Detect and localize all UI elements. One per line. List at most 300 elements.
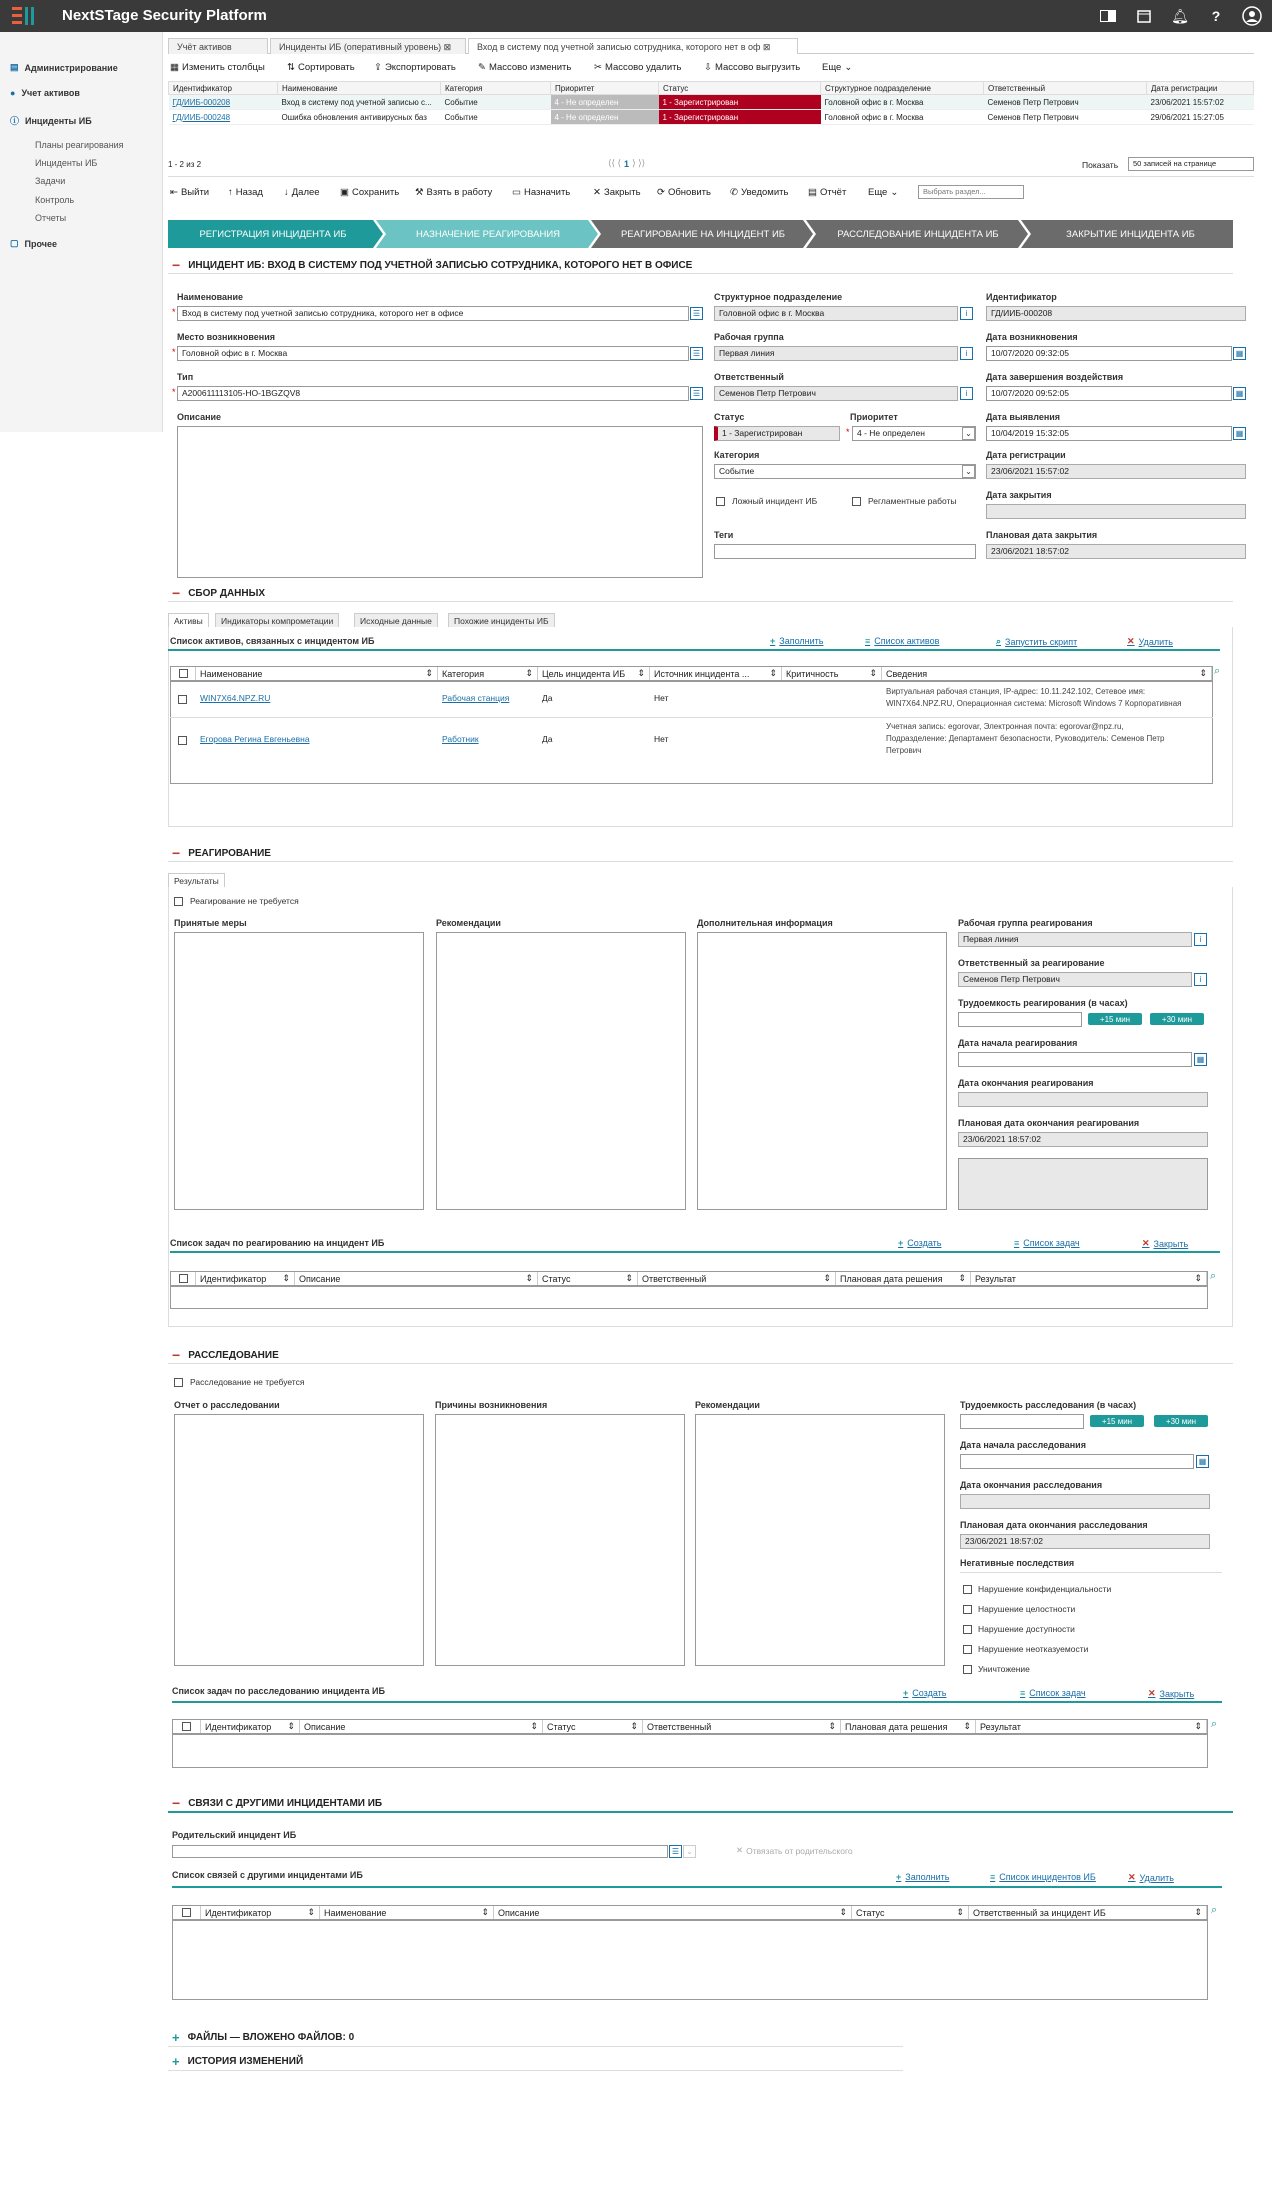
asset-category-link[interactable]: Рабочая станция [442,693,510,703]
report-button[interactable]: ▤ Отчёт [808,187,847,198]
grid-header[interactable]: Дата регистрации [1147,82,1254,95]
investigation-task-list-button[interactable]: ≡ Список задач [1020,1688,1086,1698]
calendar-icon[interactable]: ▦ [1233,387,1246,400]
response-effort-label: Трудоемкость реагирования (в часах) [958,998,1128,1008]
dept-label: Структурное подразделение [714,292,843,302]
parent-incident-field[interactable] [172,1845,668,1858]
more-button[interactable]: Еще ⌄ [822,62,853,73]
stage-investigation[interactable]: РАССЛЕДОВАНИЕ ИНЦИДЕНТА ИБ [837,228,999,240]
calendar-icon[interactable]: ▦ [1233,427,1246,440]
col-status[interactable]: Статус ⇕ [538,1272,638,1285]
collapse-icon: − [172,1795,181,1811]
group-label: Рабочая группа [714,332,784,342]
search-icon: ⌕ [996,636,1002,646]
col-description[interactable]: Описание ⇕ [295,1272,538,1285]
investigation-plan-date[interactable]: 23/06/2021 18:57:02 [960,1534,1210,1549]
registration-date[interactable]: 23/06/2021 15:57:02 [986,464,1246,479]
col-id[interactable]: Идентификатор ⇕ [201,1906,320,1919]
plus-icon: + [770,636,776,646]
detection-date[interactable]: 10/04/2019 15:32:05 [986,426,1232,441]
list-icon[interactable]: ☰ [669,1845,682,1858]
status-field[interactable]: 1 - Зарегистрирован [714,426,840,441]
cell-date: 23/06/2021 15:57:02 [1147,95,1254,110]
sidebar-sub-incidents[interactable]: Инциденты ИБ [35,158,98,168]
response-end-date[interactable] [958,1092,1208,1107]
assign-button[interactable]: ▭ Назначить [512,187,571,198]
cell-resp: Семенов Петр Петрович [984,95,1147,110]
investigation-create-task-button[interactable]: + Создать [903,1688,947,1698]
detection-label: Дата выявления [986,412,1061,422]
next-button[interactable]: ↓ Далее [284,187,320,198]
tab-response-results[interactable]: Результаты [168,873,225,887]
incident-heading[interactable]: − ИНЦИДЕНТ ИБ: ВХОД В СИСТЕМУ ПОД УЧЕТНОЙ ЗАПИСЬЮ СОТРУДНИКА, КОТОРОГО НЕТ В ОФИСЕ [172,257,693,273]
assets-list-button[interactable]: ≡ Список активов [865,636,940,646]
grid-header[interactable]: Структурное подразделение [821,82,984,95]
report-textarea[interactable] [174,1414,424,1666]
chevron-down-icon[interactable]: ⌄ [962,427,975,440]
dropdown-icon[interactable]: ⌄ [683,1845,696,1858]
tab-incident-detail[interactable]: Вход в систему под учетной записью сотрудника, которого нет в оф ⊠ [468,38,798,54]
list-icon[interactable]: ☰ [690,387,703,400]
search-icon[interactable]: ⌕ [1211,1718,1218,1730]
false-incident-checkbox[interactable] [716,497,725,506]
asset-name-link[interactable]: Егорова Регина Евгеньевна [200,734,310,744]
response-tasks-title: Список задач по реагированию на инцидент ИБ [170,1238,385,1248]
investigation-recommend-label: Рекомендации [695,1400,760,1410]
response-recommend-textarea[interactable] [436,932,686,1210]
close-icon: ✕ [1142,1238,1150,1248]
col-name[interactable]: Наименование ⇕ [196,667,438,680]
grid-header[interactable]: Идентификатор [169,82,278,95]
grid-header[interactable]: Ответственный [984,82,1147,95]
response-not-required-checkbox[interactable] [174,897,183,906]
plus-icon: + [898,1238,904,1248]
addinfo-textarea[interactable] [697,932,947,1210]
col-plan-date[interactable]: Плановая дата решения ⇕ [836,1272,971,1285]
stage-response[interactable]: РЕАГИРОВАНИЕ НА ИНЦИДЕНТ ИБ [620,228,786,240]
response-plan-label: Плановая дата окончания реагирования [958,1118,1140,1128]
neg-nonrepudiation-checkbox[interactable] [963,1645,972,1654]
tags-field[interactable] [714,544,976,559]
sort-button[interactable]: ⇅ Сортировать [287,62,355,73]
priority-select[interactable]: 4 - Не определен [852,426,976,441]
calendar-icon[interactable]: ▦ [1196,1455,1209,1468]
asset-source: Нет [654,734,669,744]
tab-collect-source[interactable]: Исходные данные [354,613,438,627]
response-start-label: Дата начала реагирования [958,1038,1078,1048]
col-plan-date[interactable]: Плановая дата решения ⇕ [841,1720,976,1733]
tab-collect-similar[interactable]: Похожие инциденты ИБ [448,613,555,627]
category-label: Категория [714,450,760,460]
occurrence-date[interactable]: 10/07/2020 09:32:05 [986,346,1232,361]
collapse-icon: − [172,585,181,601]
show-label: Показать [1082,160,1119,170]
neg-availability-label: Нарушение доступности [978,1624,1075,1634]
category-select[interactable]: Событие [714,464,976,479]
info-icon[interactable]: i [960,307,973,320]
measures-textarea[interactable] [174,932,424,1210]
type-label: Тип [177,372,194,382]
planned-close-date[interactable]: 23/06/2021 18:57:02 [986,544,1246,559]
notify-button[interactable]: ✆ Уведомить [730,187,789,198]
row-checkbox[interactable] [178,695,187,704]
sidebar-item-incidents[interactable]: ⓘ Инциденты ИБ [10,115,92,126]
description-textarea[interactable] [177,426,703,578]
response-add30-button[interactable]: +30 мин [1150,1013,1204,1025]
response-tasks-body [170,1286,1208,1309]
investigation-add30-button[interactable]: +30 мин [1154,1415,1208,1427]
col-id[interactable]: Идентификатор ⇕ [201,1720,300,1733]
delete-assets-button[interactable]: ✕ Удалить [1127,636,1173,647]
response-task-list-button[interactable]: ≡ Список задач [1014,1238,1080,1248]
cell-category: Событие [441,110,551,125]
response-heading[interactable]: − РЕАГИРОВАНИЕ [172,845,271,861]
save-button[interactable]: ▣ Сохранить [340,187,400,198]
list-icon[interactable]: ☰ [690,347,703,360]
id-field[interactable]: ГД/ИИБ-000208 [986,306,1246,321]
closed-label: Дата закрытия [986,490,1052,500]
col-info[interactable]: Сведения ⇕ [882,667,1212,680]
stage-bar [168,220,1233,248]
col-id[interactable]: Идентификатор ⇕ [196,1272,295,1285]
investigation-plan-label: Плановая дата окончания расследования [960,1520,1148,1530]
info-icon[interactable]: i [960,347,973,360]
info-icon[interactable]: i [1194,933,1207,946]
response-tasks-header [170,1271,1208,1286]
grid-header[interactable]: Статус [659,82,821,95]
col-responsible[interactable]: Ответственный за инцидент ИБ ⇕ [969,1906,1207,1919]
chevron-down-icon: ⌄ [890,187,899,198]
save-icon: ▣ [340,187,349,198]
asset-info-line2: WIN7X64.NPZ.RU, Операционная система: Microsoft Windows 7 Корпоративная [886,699,1182,708]
col-status[interactable]: Статус ⇕ [852,1906,969,1919]
table-row[interactable] [169,95,1254,110]
grid-header[interactable]: Категория [441,82,551,95]
other-icon: ▢ [10,238,19,248]
col-name[interactable]: Наименование ⇕ [320,1906,494,1919]
per-page-select[interactable]: 50 записей на странице [1128,157,1254,171]
links-heading[interactable]: − СВЯЗИ С ДРУГИМИ ИНЦИДЕНТАМИ ИБ [172,1795,383,1811]
neg-integrity-checkbox[interactable] [963,1605,972,1614]
response-group-label: Рабочая группа реагирования [958,918,1093,928]
upload-icon: ⇩ [704,62,712,73]
bell-icon[interactable]: 🔔︎ [1171,7,1189,24]
columns-icon: ▦ [170,62,179,73]
assets-table-header [170,666,1213,681]
edit-columns-button[interactable]: ▦ Изменить столбцы [170,62,265,73]
asset-info-line1: Учетная запись: egorovar, Электронная почта: egorovar@npz.ru, [886,722,1124,731]
investigation-effort-label: Трудоемкость расследования (в часах) [960,1400,1137,1410]
sidebar-item-admin[interactable]: ▤ Администрирование [10,62,118,73]
response-close-tasks-button[interactable]: ✕ Закрыть [1142,1238,1189,1249]
calendar-icon[interactable]: ▦ [1194,1053,1207,1066]
dept-field[interactable]: Головной офис в г. Москва [714,306,958,321]
collect-heading[interactable]: − СБОР ДАННЫХ [172,585,266,601]
response-resp-field[interactable]: Семенов Петр Петрович [958,972,1192,987]
col-criticality[interactable]: Критичность ⇕ [782,667,882,680]
investigation-effort-field[interactable] [960,1414,1084,1429]
response-not-required-label: Реагирование не требуется [190,896,299,906]
sidebar-sub-tasks[interactable]: Задачи [35,176,66,186]
col-source[interactable]: Источник инцидента ... ⇕ [650,667,782,680]
planned-close-label: Плановая дата закрытия [986,530,1098,540]
links-table-header [172,1905,1208,1920]
neg-destruction-checkbox[interactable] [963,1665,972,1674]
tabs-row [168,38,1254,54]
admin-icon: ▤ [10,62,19,72]
resp-label: Ответственный [714,372,784,382]
refresh-button[interactable]: ⟳ Обновить [657,187,711,198]
response-group-field[interactable]: Первая линия [958,932,1192,947]
chevron-down-icon[interactable]: ⌄ [962,465,975,478]
collapse-icon: − [172,1347,181,1363]
false-incident-label: Ложный инцидент ИБ [732,496,818,506]
fill-assets-button[interactable]: + Заполнить [770,636,824,646]
run-script-button[interactable]: ⌕ Запустить скрипт [996,636,1078,647]
id-label: Идентификатор [986,292,1057,302]
mass-delete-button[interactable]: ✂ Массово удалить [594,62,682,73]
assets-table-body [170,681,1213,784]
col-responsible[interactable]: Ответственный ⇕ [638,1272,836,1285]
pager[interactable]: ⟨⟨ ⟨ 1 ⟩ ⟩⟩ [608,158,646,169]
info-icon[interactable]: i [960,387,973,400]
more2-button[interactable]: Еще ⌄ [868,187,899,198]
response-create-task-button[interactable]: + Создать [898,1238,942,1248]
investigation-start-date[interactable] [960,1454,1194,1469]
asset-name-link[interactable]: WIN7X64.NPZ.RU [200,693,271,703]
calendar-icon[interactable]: ▦ [1233,347,1246,360]
close-icon: ✕ [1128,1872,1136,1882]
name-field[interactable]: Вход в систему под учетной записью сотрудника, которого нет в офисе [177,306,689,321]
investigation-not-required-label: Расследование не требуется [190,1377,305,1387]
links-list-title: Список связей с другими инцидентами ИБ [172,1870,363,1880]
asset-source: Нет [654,693,669,703]
neg-destruction-label: Уничтожение [978,1664,1030,1674]
investigation-tasks-header [172,1719,1208,1734]
negative-consequences-label: Негативные последствия [960,1558,1075,1568]
col-category[interactable]: Категория ⇕ [438,667,538,680]
list-icon[interactable]: ☰ [690,307,703,320]
top-bar [0,0,1272,32]
close-icon: ✕ [736,1845,744,1855]
select-all-checkbox[interactable] [173,1906,201,1919]
cell-name: Вход в систему под учетной записью с... [278,95,441,110]
select-all-checkbox[interactable] [173,1720,201,1733]
neg-nonrepudiation-label: Нарушение неотказуемости [978,1644,1089,1654]
response-end-label: Дата окончания реагирования [958,1078,1094,1088]
col-responsible[interactable]: Ответственный ⇕ [643,1720,841,1733]
asset-info-line3: Петрович [886,746,922,755]
addinfo-label: Дополнительная информация [697,918,833,928]
mass-edit-button[interactable]: ✎ Массово изменить [478,62,572,73]
unlink-parent-button[interactable]: ✕ Отвязать от родительского [736,1845,853,1856]
refresh-icon: ⟳ [657,187,665,198]
investigation-end-label: Дата окончания расследования [960,1480,1103,1490]
investigation-heading[interactable]: − РАССЛЕДОВАНИЕ [172,1347,279,1363]
group-field[interactable]: Первая линия [714,346,958,361]
list-icon: ≡ [990,1872,996,1882]
take-icon: ⚒ [415,187,424,198]
sidebar-sub-control[interactable]: Контроль [35,195,75,205]
measures-label: Принятые меры [174,918,247,928]
col-target[interactable]: Цель инцидента ИБ ⇕ [538,667,650,680]
neg-integrity-label: Нарушение целостности [978,1604,1076,1614]
col-description[interactable]: Описание ⇕ [300,1720,543,1733]
tab-collect-assets[interactable]: Активы [168,613,209,627]
registration-label: Дата регистрации [986,450,1066,460]
cell-dept: Головной офис в г. Москва [821,110,984,125]
occurrence-label: Дата возникновения [986,332,1078,342]
back-button[interactable]: ↑ Назад [228,187,263,198]
cell-id[interactable]: ГД/ИИБ-000248 [169,110,278,125]
tab-assets[interactable]: Учёт активов [168,38,268,54]
place-label: Место возникновения [177,332,275,342]
logo-icon [10,4,44,28]
plus-icon: + [903,1688,909,1698]
response-resp-label: Ответственный за реагирование [958,958,1105,968]
response-effort-field[interactable] [958,1012,1082,1027]
plus-icon: + [896,1872,902,1882]
edit-icon: ✎ [478,62,486,73]
export-button[interactable]: ⇪ Экспортировать [374,62,456,73]
close-icon: ✕ [593,187,601,198]
notify-icon: ✆ [730,187,738,198]
grid-range: 1 - 2 из 2 [168,160,202,169]
cell-dept: Головной офис в г. Москва [821,95,984,110]
exit-icon: ⇤ [170,187,178,198]
end-impact-label: Дата завершения воздействия [986,372,1124,382]
cell-date: 29/06/2021 15:27:05 [1147,110,1254,125]
asset-info-line1: Виртуальная рабочая станция, IP-адрес: 10.11.242.102, Сетевое имя: [886,687,1146,696]
closed-date[interactable] [986,504,1246,519]
row-checkbox[interactable] [178,736,187,745]
language-icon[interactable] [1098,6,1118,26]
chevron-down-icon: ⌄ [844,62,853,73]
investigation-tasks-body [172,1734,1208,1768]
arrow-down-icon: ↓ [284,187,289,198]
sidebar-item-other[interactable]: ▢ Прочее [10,238,57,249]
type-field[interactable]: A200611113105-HO-1BGZQV8 [177,386,689,401]
response-add15-button[interactable]: +15 мин [1088,1013,1142,1025]
stage-registration[interactable]: РЕГИСТРАЦИЯ ИНЦИДЕНТА ИБ [199,228,347,240]
sidebar-sub-plans[interactable]: Планы реагирования [35,140,124,150]
stage-closing[interactable]: ЗАКРЫТИЕ ИНЦИДЕНТА ИБ [1066,228,1195,240]
incidents-grid [168,81,1254,125]
tab-incidents-op[interactable]: Инциденты ИБ (оперативный уровень) ⊠ [270,38,466,54]
help-icon[interactable]: ? [1211,8,1221,24]
response-extra-textarea[interactable] [958,1158,1208,1210]
investigation-end-date[interactable] [960,1494,1210,1509]
neg-confidentiality-checkbox[interactable] [963,1585,972,1594]
investigation-not-required-checkbox[interactable] [174,1378,183,1387]
resp-field[interactable]: Семенов Петр Петрович [714,386,958,401]
asset-category-link[interactable]: Работник [442,734,479,744]
status-label: Статус [714,412,745,422]
exit-button[interactable]: ⇤ Выйти [170,187,210,198]
close-button[interactable]: ✕ Закрыть [593,187,641,198]
incidents-icon: ⓘ [10,116,20,126]
links-table-body [172,1920,1208,2000]
response-plan-date[interactable]: 23/06/2021 18:57:02 [958,1132,1208,1147]
col-result[interactable]: Результат ⇕ [976,1720,1207,1733]
user-avatar-icon[interactable] [1242,6,1262,26]
report-label: Отчет о расследовании [174,1400,280,1410]
close-icon: ✕ [1148,1688,1156,1698]
links-delete-button[interactable]: ✕ Удалить [1128,1872,1174,1883]
files-heading[interactable]: + ФАЙЛЫ — ВЛОЖЕНО ФАЙЛОВ: 0 [172,2030,355,2045]
search-icon[interactable]: ⌕ [1210,1270,1217,1282]
neg-confidentiality-label: Нарушение конфиденциальности [978,1584,1112,1594]
links-fill-button[interactable]: + Заполнить [896,1872,950,1882]
cell-id[interactable]: ГД/ИИБ-000208 [169,95,278,110]
causes-label: Причины возникновения [435,1400,548,1410]
investigation-recommend-textarea[interactable] [695,1414,945,1666]
search-icon[interactable]: ⌕ [1214,665,1221,677]
delete-icon: ✂ [594,62,602,73]
investigation-close-tasks-button[interactable]: ✕ Закрыть [1148,1688,1195,1699]
cell-resp: Семенов Петр Петрович [984,110,1147,125]
section-select[interactable]: Выбрать раздел... [918,185,1024,199]
cell-category: Событие [441,95,551,110]
col-description[interactable]: Описание ⇕ [494,1906,852,1919]
select-all-checkbox[interactable] [171,667,196,680]
table-row[interactable] [169,110,1254,125]
info-icon[interactable]: i [1194,973,1207,986]
arrow-up-icon: ↑ [228,187,233,198]
cell-priority: 4 - Не определен [551,110,659,125]
name-label: Наименование [177,292,244,302]
cell-status: 1 - Зарегистрирован [659,110,821,125]
assets-icon: ● [10,88,16,98]
export-icon: ⇪ [374,62,382,73]
investigation-add15-button[interactable]: +15 мин [1090,1415,1144,1427]
history-heading[interactable]: + ИСТОРИЯ ИЗМЕНЕНИЙ [172,2054,304,2069]
neg-availability-checkbox[interactable] [963,1625,972,1634]
grid-header[interactable]: Наименование [278,82,441,95]
investigation-start-label: Дата начала расследования [960,1440,1086,1450]
tags-label: Теги [714,530,734,540]
tab-collect-ioc[interactable]: Индикаторы компрометации [215,613,339,627]
asset-target: Да [542,734,553,744]
grid-header[interactable]: Приоритет [551,82,659,95]
app-title: NextSTage Security Platform [62,7,267,24]
sidebar-sub-reports[interactable]: Отчеты [35,213,67,223]
end-impact-date[interactable]: 10/07/2020 09:52:05 [986,386,1232,401]
causes-textarea[interactable] [435,1414,685,1666]
list-icon: ≡ [1020,1688,1026,1698]
links-list-button[interactable]: ≡ Список инцидентов ИБ [990,1872,1096,1882]
take-to-work-button[interactable]: ⚒ Взять в работу [415,187,493,198]
calendar-icon[interactable] [1134,6,1154,26]
regular-work-checkbox[interactable] [852,497,861,506]
priority-label: Приоритет [850,412,898,422]
stage-assign[interactable]: НАЗНАЧЕНИЕ РЕАГИРОВАНИЯ [415,228,561,240]
search-icon[interactable]: ⌕ [1211,1904,1218,1916]
report-icon: ▤ [808,187,817,198]
response-recommend-label: Рекомендации [436,918,501,928]
cell-name: Ошибка обновления антивирусных баз [278,110,441,125]
col-status[interactable]: Статус ⇕ [543,1720,643,1733]
mass-upload-button[interactable]: ⇩ Массово выгрузить [704,62,801,73]
col-result[interactable]: Результат ⇕ [971,1272,1207,1285]
place-field[interactable]: Головной офис в г. Москва [177,346,689,361]
response-start-date[interactable] [958,1052,1192,1067]
sidebar-item-assets[interactable]: ● Учет активов [10,88,80,98]
cell-status: 1 - Зарегистрирован [659,95,821,110]
list-icon: ≡ [865,636,871,646]
select-all-checkbox[interactable] [171,1272,196,1285]
collapse-icon: − [172,257,181,273]
